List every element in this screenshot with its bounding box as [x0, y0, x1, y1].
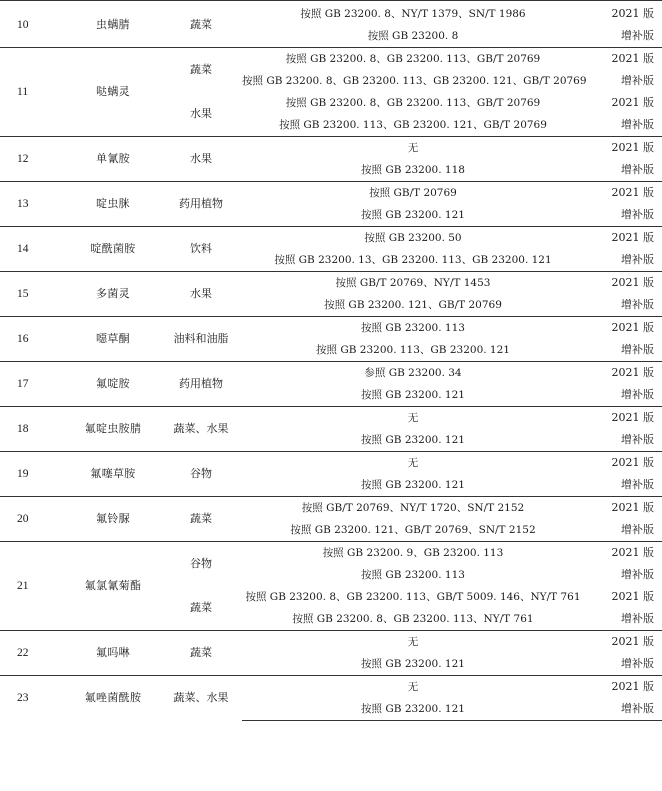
test-method: 按照 GB 23200. 8、GB 23200. 113、GB/T 20769	[285, 97, 541, 109]
table-body	[0, 1, 662, 721]
test-method: 按照 GB 23200. 113、GB 23200. 121、GB/T 20769	[279, 119, 547, 131]
food-category: 蔬菜、水果	[160, 676, 242, 721]
food-category: 蔬菜	[190, 601, 212, 614]
test-method: 按照 GB 23200. 121	[361, 658, 465, 670]
food-category: 蔬菜	[160, 1, 242, 48]
test-method: 按照 GB 23200. 121、GB/T 20769、SN/T 2152	[290, 524, 536, 536]
standard-version: 增补版	[621, 478, 654, 491]
pesticide-name: 啶酰菌胺	[66, 227, 160, 272]
test-method: 按照 GB 23200. 121、GB/T 20769	[324, 299, 502, 311]
row-number: 13	[0, 182, 66, 227]
row-number: 21	[0, 542, 66, 631]
test-method: 按照 GB 23200. 8、GB 23200. 113、GB/T 20769	[242, 48, 584, 71]
row-number: 16	[0, 317, 66, 362]
table-row	[0, 452, 662, 475]
standard-version: 2021 版	[611, 96, 654, 109]
pesticide-name: 多菌灵	[66, 272, 160, 317]
standard-version: 增补版	[621, 433, 654, 446]
test-method: 参照 GB 23200. 34	[242, 362, 584, 385]
test-method: 按照 GB 23200. 50	[242, 227, 584, 250]
standard-version: 增补版	[621, 523, 654, 536]
standard-version: 2021 版	[584, 676, 662, 699]
food-category: 谷物	[160, 542, 242, 587]
test-method: 按照 GB 23200. 13、GB 23200. 113、GB 23200. 121	[274, 254, 552, 266]
test-method: 按照 GB 23200. 121	[361, 209, 465, 221]
pesticide-name: 单氰胺	[66, 137, 160, 182]
standard-version: 增补版	[621, 388, 654, 401]
test-method: 按照 GB 23200. 121	[361, 389, 465, 401]
food-category: 蔬菜	[160, 631, 242, 676]
table-row	[0, 676, 662, 699]
test-method: 按照 GB/T 20769、NY/T 1720、SN/T 2152	[242, 497, 584, 520]
row-number: 14	[0, 227, 66, 272]
row-number: 12	[0, 137, 66, 182]
standard-version: 2021 版	[584, 497, 662, 520]
pesticide-name: 氟氯氰菊酯	[66, 542, 160, 631]
food-category: 蔬菜	[160, 497, 242, 542]
pesticide-name: 氟铃脲	[66, 497, 160, 542]
row-number: 23	[0, 676, 66, 721]
table-row	[0, 1, 662, 26]
standard-version: 2021 版	[584, 272, 662, 295]
test-method: 按照 GB 23200. 121	[242, 698, 584, 721]
row-number: 18	[0, 407, 66, 452]
test-method: 按照 GB 23200. 121	[361, 434, 465, 446]
test-method: 按照 GB 23200. 113、GB 23200. 121	[316, 344, 510, 356]
row-number: 20	[0, 497, 66, 542]
standard-version: 2021 版	[584, 48, 662, 71]
food-category: 油料和油脂	[160, 317, 242, 362]
test-method: 按照 GB 23200. 113	[361, 569, 465, 581]
table-row	[0, 407, 662, 430]
standard-version: 增补版	[621, 612, 654, 625]
standard-version: 2021 版	[584, 317, 662, 340]
test-method: 按照 GB/T 20769	[242, 182, 584, 205]
row-number: 17	[0, 362, 66, 407]
standard-version: 增补版	[621, 208, 654, 221]
standard-version: 增补版	[621, 657, 654, 670]
test-method: 按照 GB/T 20769、NY/T 1453	[242, 272, 584, 295]
standard-version: 增补版	[621, 29, 654, 42]
standard-version: 2021 版	[584, 227, 662, 250]
food-category: 水果	[160, 272, 242, 317]
row-number: 19	[0, 452, 66, 497]
row-number: 11	[0, 48, 66, 137]
test-method: 按照 GB 23200. 8	[367, 30, 459, 42]
test-method: 按照 GB 23200. 8、GB 23200. 113、GB 23200. 121、GB/T 20769	[242, 75, 587, 87]
pesticide-name: 氟噻草胺	[66, 452, 160, 497]
standard-version: 2021 版	[584, 137, 662, 160]
test-method: 无	[242, 137, 584, 160]
standard-version: 增补版	[621, 163, 654, 176]
food-category: 药用植物	[160, 182, 242, 227]
standard-version: 2021 版	[584, 542, 662, 565]
pesticide-name: 噁草酮	[66, 317, 160, 362]
test-method: 无	[242, 452, 584, 475]
row-number: 22	[0, 631, 66, 676]
row-number: 10	[0, 1, 66, 48]
pesticide-name: 哒螨灵	[66, 48, 160, 137]
table-row	[0, 272, 662, 295]
standard-version: 2021 版	[584, 407, 662, 430]
test-method: 按照 GB 23200. 8、GB 23200. 113、GB/T 5009. 146、NY/T 761	[245, 591, 581, 603]
test-method: 按照 GB 23200. 8、GB 23200. 113、NY/T 761	[292, 613, 534, 625]
table-row	[0, 497, 662, 520]
standard-version: 2021 版	[584, 631, 662, 654]
standard-version: 增补版	[621, 118, 654, 131]
test-method: 无	[242, 631, 584, 654]
test-method: 无	[242, 407, 584, 430]
table-row	[0, 317, 662, 340]
pesticide-name: 氟唑菌酰胺	[66, 676, 160, 721]
pesticide-name: 氟吗啉	[66, 631, 160, 676]
pesticide-name: 氟啶虫胺腈	[66, 407, 160, 452]
test-method: 按照 GB 23200. 8、NY/T 1379、SN/T 1986	[242, 1, 584, 26]
test-method: 按照 GB 23200. 121	[361, 479, 465, 491]
table-row	[0, 362, 662, 385]
standard-version: 2021 版	[611, 590, 654, 603]
table-row	[0, 48, 662, 71]
table-row	[0, 631, 662, 654]
pesticide-name: 啶虫脒	[66, 182, 160, 227]
table-row	[0, 137, 662, 160]
standard-version: 增补版	[621, 343, 654, 356]
food-category: 谷物	[160, 452, 242, 497]
table-row	[0, 542, 662, 565]
standard-version: 增补版	[584, 698, 662, 721]
test-method: 按照 GB 23200. 118	[361, 164, 465, 176]
standard-version: 增补版	[621, 253, 654, 266]
test-method: 无	[242, 676, 584, 699]
table-row	[0, 227, 662, 250]
standard-version: 2021 版	[584, 452, 662, 475]
standard-version: 增补版	[621, 74, 654, 87]
test-method: 按照 GB 23200. 9、GB 23200. 113	[242, 542, 584, 565]
test-method: 按照 GB 23200. 113	[242, 317, 584, 340]
food-category: 水果	[190, 107, 212, 120]
standard-version: 2021 版	[584, 362, 662, 385]
food-category: 蔬菜	[160, 48, 242, 93]
pesticide-name: 虫螨腈	[66, 1, 160, 48]
food-category: 水果	[160, 137, 242, 182]
food-category: 蔬菜、水果	[160, 407, 242, 452]
row-number: 15	[0, 272, 66, 317]
standard-version: 2021 版	[584, 1, 662, 26]
standard-version: 增补版	[621, 568, 654, 581]
pesticide-name: 氟啶胺	[66, 362, 160, 407]
standard-version: 2021 版	[584, 182, 662, 205]
food-category: 药用植物	[160, 362, 242, 407]
food-category: 饮料	[160, 227, 242, 272]
table-row	[0, 182, 662, 205]
standard-version: 增补版	[621, 298, 654, 311]
